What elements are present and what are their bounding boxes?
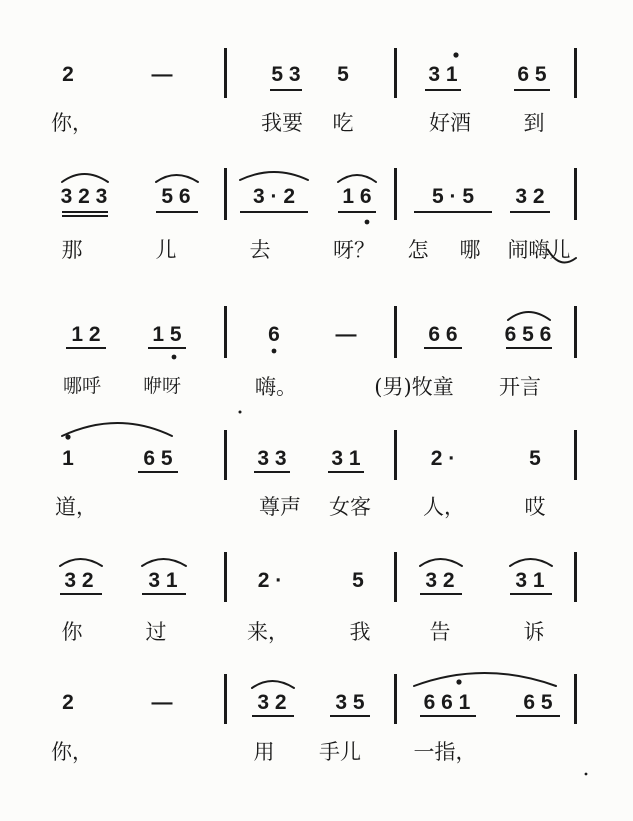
jianpu-note: 5	[337, 63, 349, 86]
slur-mark	[338, 175, 376, 182]
octave-dot	[456, 679, 461, 684]
jianpu-note: 2	[62, 63, 74, 86]
jianpu-sustain: —	[335, 323, 357, 346]
slur-mark	[548, 250, 576, 263]
jianpu-note: 1 5	[152, 323, 182, 346]
lyric-text: 一指，	[413, 740, 477, 764]
jianpu-note: 2 ·	[257, 569, 283, 592]
octave-dot	[172, 355, 177, 360]
lyric-text: 嗨。	[255, 375, 297, 399]
jianpu-note: 3 1	[331, 447, 361, 470]
lyric-text: 人，	[423, 495, 465, 519]
jianpu-note: 3 2	[64, 569, 94, 592]
lyric-text: 告	[429, 620, 451, 644]
lyric-text: 开言	[499, 375, 541, 399]
lyric-text: 你，	[51, 740, 93, 764]
octave-dot	[365, 220, 370, 225]
lyric-text: 手儿	[319, 740, 361, 764]
jianpu-note: 3 3	[257, 447, 287, 470]
lyric-text: 我要	[261, 111, 303, 135]
jianpu-note: 3 1	[148, 569, 178, 592]
lyric-text: 用	[253, 740, 275, 764]
jianpu-note: 6	[268, 323, 280, 346]
jianpu-note: 1	[62, 447, 74, 470]
lyric-text: 吃	[332, 111, 354, 135]
jianpu-note: 5 · 5	[431, 185, 475, 208]
jianpu-note: 5	[352, 569, 364, 592]
jianpu-note: 3 2	[515, 185, 545, 208]
slur-mark	[62, 423, 172, 436]
slur-mark	[414, 673, 556, 686]
lyric-text: 儿	[155, 238, 177, 262]
octave-dot	[272, 349, 277, 354]
lyric-text: 过	[145, 620, 167, 644]
jianpu-note: 6 5	[143, 447, 173, 470]
jianpu-note: 6 5 6	[504, 323, 552, 346]
jianpu-note: 1 2	[71, 323, 101, 346]
lyric-text: 道，	[55, 495, 97, 519]
jianpu-note: 2 ·	[430, 447, 456, 470]
slur-mark	[60, 559, 102, 566]
jianpu-note: 3 2	[257, 691, 287, 714]
lyric-text: (男)牧童	[374, 375, 454, 399]
jianpu-note: 3 2	[425, 569, 455, 592]
slur-mark	[156, 175, 198, 182]
jianpu-note: 3 · 2	[252, 185, 296, 208]
jianpu-note: 6 6 1	[423, 691, 471, 714]
paper-speck	[585, 773, 588, 776]
jianpu-note: 5 3	[271, 63, 301, 86]
lyric-text: 尊声	[259, 495, 301, 519]
jianpu-sustain: —	[151, 691, 173, 714]
slur-mark	[240, 172, 308, 180]
lyric-text: 咿呀	[142, 375, 182, 397]
lyric-text: 哎	[524, 495, 546, 519]
slur-mark	[62, 174, 108, 182]
lyric-text: 女客	[329, 495, 371, 519]
slur-mark	[252, 681, 294, 688]
jianpu-sustain: —	[151, 63, 173, 86]
jianpu-note: 3 2 3	[60, 185, 108, 208]
jianpu-note: 6 5	[517, 63, 547, 86]
jianpu-note: 5 6	[161, 185, 191, 208]
lyric-text: 好酒	[429, 111, 471, 135]
lyric-text: 哪	[459, 238, 481, 262]
lyric-text: 来，	[247, 620, 289, 644]
lyric-text: 哪呼	[62, 375, 102, 397]
lyric-text: 怎	[407, 238, 429, 262]
jianpu-note: 6 6	[428, 323, 458, 346]
jianpu-note: 2	[62, 691, 74, 714]
slur-mark	[508, 312, 550, 320]
lyric-text: 到	[523, 111, 545, 135]
jianpu-note: 3 5	[335, 691, 365, 714]
slur-mark	[142, 559, 186, 566]
octave-dot	[453, 52, 458, 57]
jianpu-note: 6 5	[523, 691, 553, 714]
lyric-text: 闹嗨儿	[507, 238, 571, 262]
lyric-text: 去	[249, 238, 271, 262]
jianpu-note: 3 1	[428, 63, 458, 86]
jianpu-note: 3 1	[515, 569, 545, 592]
slur-mark	[510, 559, 552, 566]
octave-dot	[65, 434, 70, 439]
lyric-text: 你	[61, 620, 83, 644]
lyric-text: 诉	[523, 620, 545, 644]
lyric-text: 呀？	[333, 238, 375, 262]
slur-mark	[420, 559, 462, 566]
lyric-text: 我	[349, 620, 371, 644]
jianpu-note: 5	[529, 447, 541, 470]
paper-speck	[239, 411, 242, 414]
lyric-text: 你，	[51, 111, 93, 135]
jianpu-note: 1 6	[342, 185, 372, 208]
lyric-text: 那	[61, 238, 83, 262]
